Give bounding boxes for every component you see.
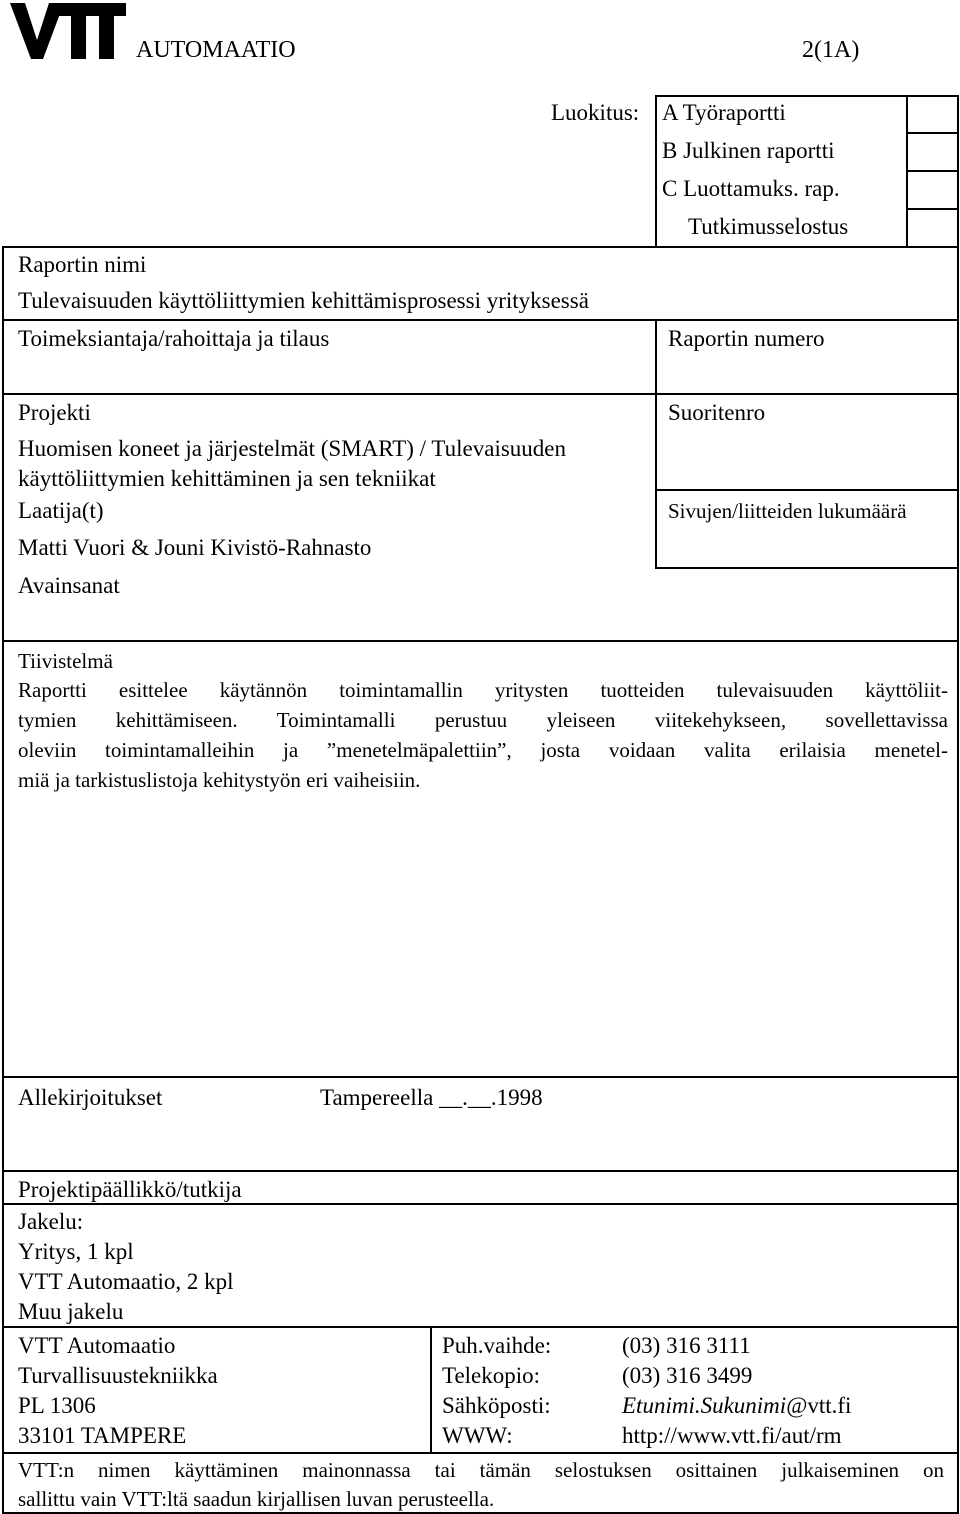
classification-label: Luokitus: bbox=[551, 100, 640, 125]
abstract-line-3: oleviin toimintamalleihin ja ”menetelmäpalettiin”, josta voidaan valita erilaisia menetel- bbox=[18, 738, 948, 762]
performance-number-label: Suoritenro bbox=[668, 400, 766, 425]
fax-value: (03) 316 3499 bbox=[622, 1363, 753, 1388]
contact-address-line: 33101 TAMPERE bbox=[18, 1423, 187, 1448]
report-name-label: Raportin nimi bbox=[18, 252, 147, 277]
classification-option-a: A Työraportti bbox=[662, 100, 786, 125]
checkbox-c[interactable] bbox=[907, 172, 957, 209]
abstract-line-1: Raportti esittelee käytännön toimintamallin yritysten tuotteiden tulevaisuuden käyttöliit- bbox=[18, 678, 948, 702]
unit-name: AUTOMAATIO bbox=[136, 37, 296, 63]
footer-line-2: sallittu vain VTT:ltä saadun kirjallisen luvan perusteella. bbox=[18, 1487, 495, 1511]
phone-label: Puh.vaihde: bbox=[442, 1333, 552, 1358]
distribution-item: Muu jakelu bbox=[18, 1299, 124, 1324]
pages-count-label: Sivujen/liitteiden lukumäärä bbox=[668, 499, 907, 523]
authors-label: Laatija(t) bbox=[18, 498, 104, 523]
www-link[interactable]: http://www.vtt.fi/aut/rm bbox=[622, 1423, 842, 1448]
report-name: Tulevaisuuden käyttöliittymien kehittämisprosessi yrityksessä bbox=[18, 288, 589, 313]
contact-address-line: VTT Automaatio bbox=[18, 1333, 176, 1358]
phone-value: (03) 316 3111 bbox=[622, 1333, 751, 1358]
signature-role: Projektipäällikkö/tutkija bbox=[18, 1177, 242, 1202]
signatures-label: Allekirjoitukset bbox=[18, 1085, 163, 1110]
abstract-line-2: tymien kehittämiseen. Toimintamalli perustuu yleiseen viitekehykseen, sovellettavissa bbox=[18, 708, 948, 732]
report-number-label: Raportin numero bbox=[668, 326, 825, 351]
report-type: Tutkimusselostus bbox=[688, 214, 849, 239]
distribution-item: VTT Automaatio, 2 kpl bbox=[18, 1269, 234, 1294]
page-number: 2(1A) bbox=[802, 37, 860, 63]
email-label: Sähköposti: bbox=[442, 1393, 551, 1418]
vtt-logo bbox=[10, 2, 126, 60]
project-line-2: käyttöliittymien kehittäminen ja sen tekniikat bbox=[18, 466, 436, 491]
distribution-label: Jakelu: bbox=[18, 1209, 84, 1234]
authors: Matti Vuori & Jouni Kivistö-Rahnasto bbox=[18, 535, 372, 560]
client-label: Toimeksiantaja/rahoittaja ja tilaus bbox=[18, 326, 330, 351]
checkbox-a[interactable] bbox=[907, 96, 957, 133]
footer-line-1: VTT:n nimen käyttäminen mainonnassa tai tämän selostuksen osittainen julkaiseminen on bbox=[18, 1458, 944, 1482]
checkbox-b[interactable] bbox=[907, 134, 957, 171]
contact-address-line: PL 1306 bbox=[18, 1393, 96, 1418]
place-date: Tampereella __.__.1998 bbox=[320, 1085, 543, 1110]
abstract-label: Tiivistelmä bbox=[18, 649, 113, 673]
www-label: WWW: bbox=[442, 1423, 513, 1448]
email-value[interactable]: Etunimi.Sukunimi@vtt.fi bbox=[622, 1393, 852, 1418]
abstract-line-4: miä ja tarkistuslistoja kehitystyön eri vaiheisiin. bbox=[18, 768, 421, 792]
fax-label: Telekopio: bbox=[442, 1363, 541, 1388]
keywords-label: Avainsanat bbox=[18, 573, 120, 598]
distribution-item: Yritys, 1 kpl bbox=[18, 1239, 134, 1264]
classification-option-b: B Julkinen raportti bbox=[662, 138, 835, 163]
contact-address-line: Turvallisuustekniikka bbox=[18, 1363, 218, 1388]
classification-option-c: C Luottamuks. rap. bbox=[662, 176, 840, 201]
project-line-1: Huomisen koneet ja järjestelmät (SMART) / Tulevaisuuden bbox=[18, 436, 566, 461]
project-label: Projekti bbox=[18, 400, 91, 425]
